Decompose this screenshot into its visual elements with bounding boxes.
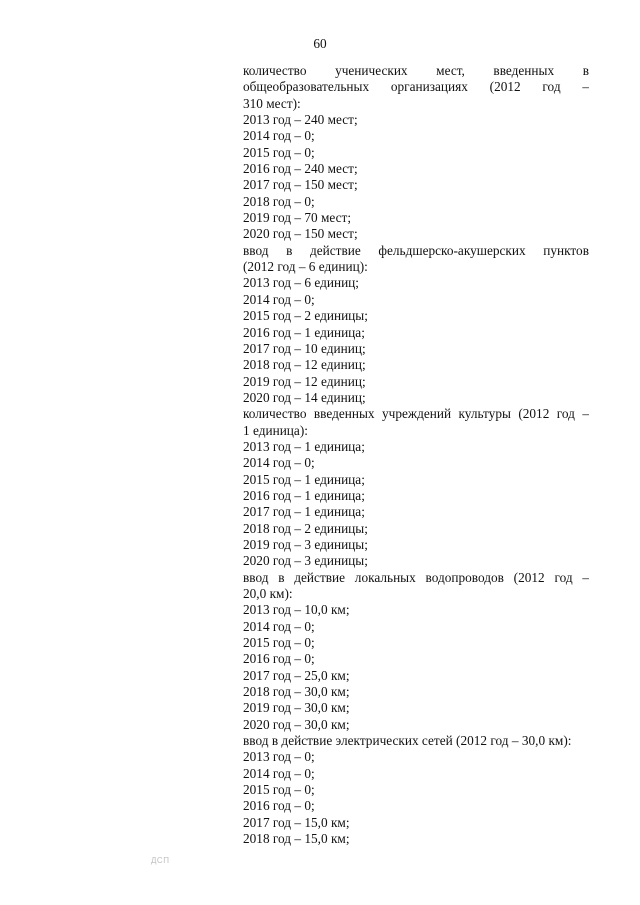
text-line: 2018 год – 0;	[243, 193, 315, 209]
text-line: ввод в действие локальных водопроводов (2012 год –	[243, 569, 589, 585]
text-line: 2020 год – 30,0 км;	[243, 716, 350, 732]
text-line: общеобразовательных организациях (2012 год –	[243, 79, 589, 95]
text-line: 2016 год – 1 единица;	[243, 324, 365, 340]
page-number: 60	[313, 36, 327, 51]
text-line: 2015 год – 2 единицы;	[243, 308, 368, 324]
text-line: 2013 год – 240 мест;	[243, 112, 358, 128]
text-line: 2017 год – 10 единиц;	[243, 340, 366, 356]
text-line: 2014 год – 0;	[243, 618, 315, 634]
text-line: 2015 год – 0;	[243, 144, 315, 160]
text-line: 2019 год – 30,0 км;	[243, 700, 350, 716]
text-line: 2013 год – 0;	[243, 749, 315, 765]
text-line: 2014 год – 0;	[243, 291, 315, 307]
text-line: 2019 год – 3 единицы;	[243, 536, 368, 552]
text-line: 2014 год – 0;	[243, 765, 315, 781]
text-line: 2020 год – 3 единицы;	[243, 553, 368, 569]
text-line: 20,0 км):	[243, 586, 293, 601]
text-line: количество введенных учреждений культуры (2012 год –	[243, 406, 589, 422]
text-line: 2019 год – 70 мест;	[243, 210, 352, 226]
text-line: 2016 год – 240 мест;	[243, 161, 358, 177]
text-line: 2014 год – 0;	[243, 128, 315, 144]
text-line: 2018 год – 30,0 км;	[243, 684, 350, 700]
text-line: 2015 год – 0;	[243, 782, 315, 798]
text-line: 2015 год – 1 единица;	[243, 471, 365, 487]
text-line: количество ученических мест, введенных в	[243, 63, 589, 78]
text-line: 2018 год – 15,0 км;	[243, 831, 350, 847]
text-line: 2016 год – 0;	[243, 651, 315, 667]
text-line: 2016 год – 0;	[243, 798, 315, 814]
text-line: 2018 год – 12 единиц;	[243, 357, 366, 373]
text-line: 2013 год – 10,0 км;	[243, 602, 350, 618]
text-line: 2017 год – 1 единица;	[243, 504, 365, 520]
text-line: ввод в действие электрических сетей (2012 год – 30,0 км):	[243, 733, 572, 749]
text-line: ввод в действие фельдшерско-акушерских пунктов	[243, 242, 589, 258]
text-line: 2020 год – 150 мест;	[243, 226, 358, 242]
text-line: 2019 год – 12 единиц;	[243, 373, 366, 389]
text-line: 2017 год – 15,0 км;	[243, 814, 350, 830]
text-line: 2015 год – 0;	[243, 635, 315, 651]
text-line: 2018 год – 2 единицы;	[243, 520, 368, 536]
text-line: 2017 год – 25,0 км;	[243, 667, 350, 683]
text-line: 2016 год – 1 единица;	[243, 487, 365, 503]
text-line: 2020 год – 14 единиц;	[243, 389, 366, 405]
text-line: 1 единица):	[243, 422, 308, 438]
text-line: 2017 год – 150 мест;	[243, 177, 358, 193]
document-body	[243, 63, 589, 848]
text-line: 2013 год – 1 единица;	[243, 438, 365, 454]
text-line: (2012 год – 6 единиц):	[243, 259, 368, 275]
footer-mark: ДСП	[151, 856, 170, 865]
text-line: 310 мест):	[243, 95, 301, 111]
text-line: 2014 год – 0;	[243, 455, 315, 471]
text-line: 2013 год – 6 единиц;	[243, 275, 359, 291]
